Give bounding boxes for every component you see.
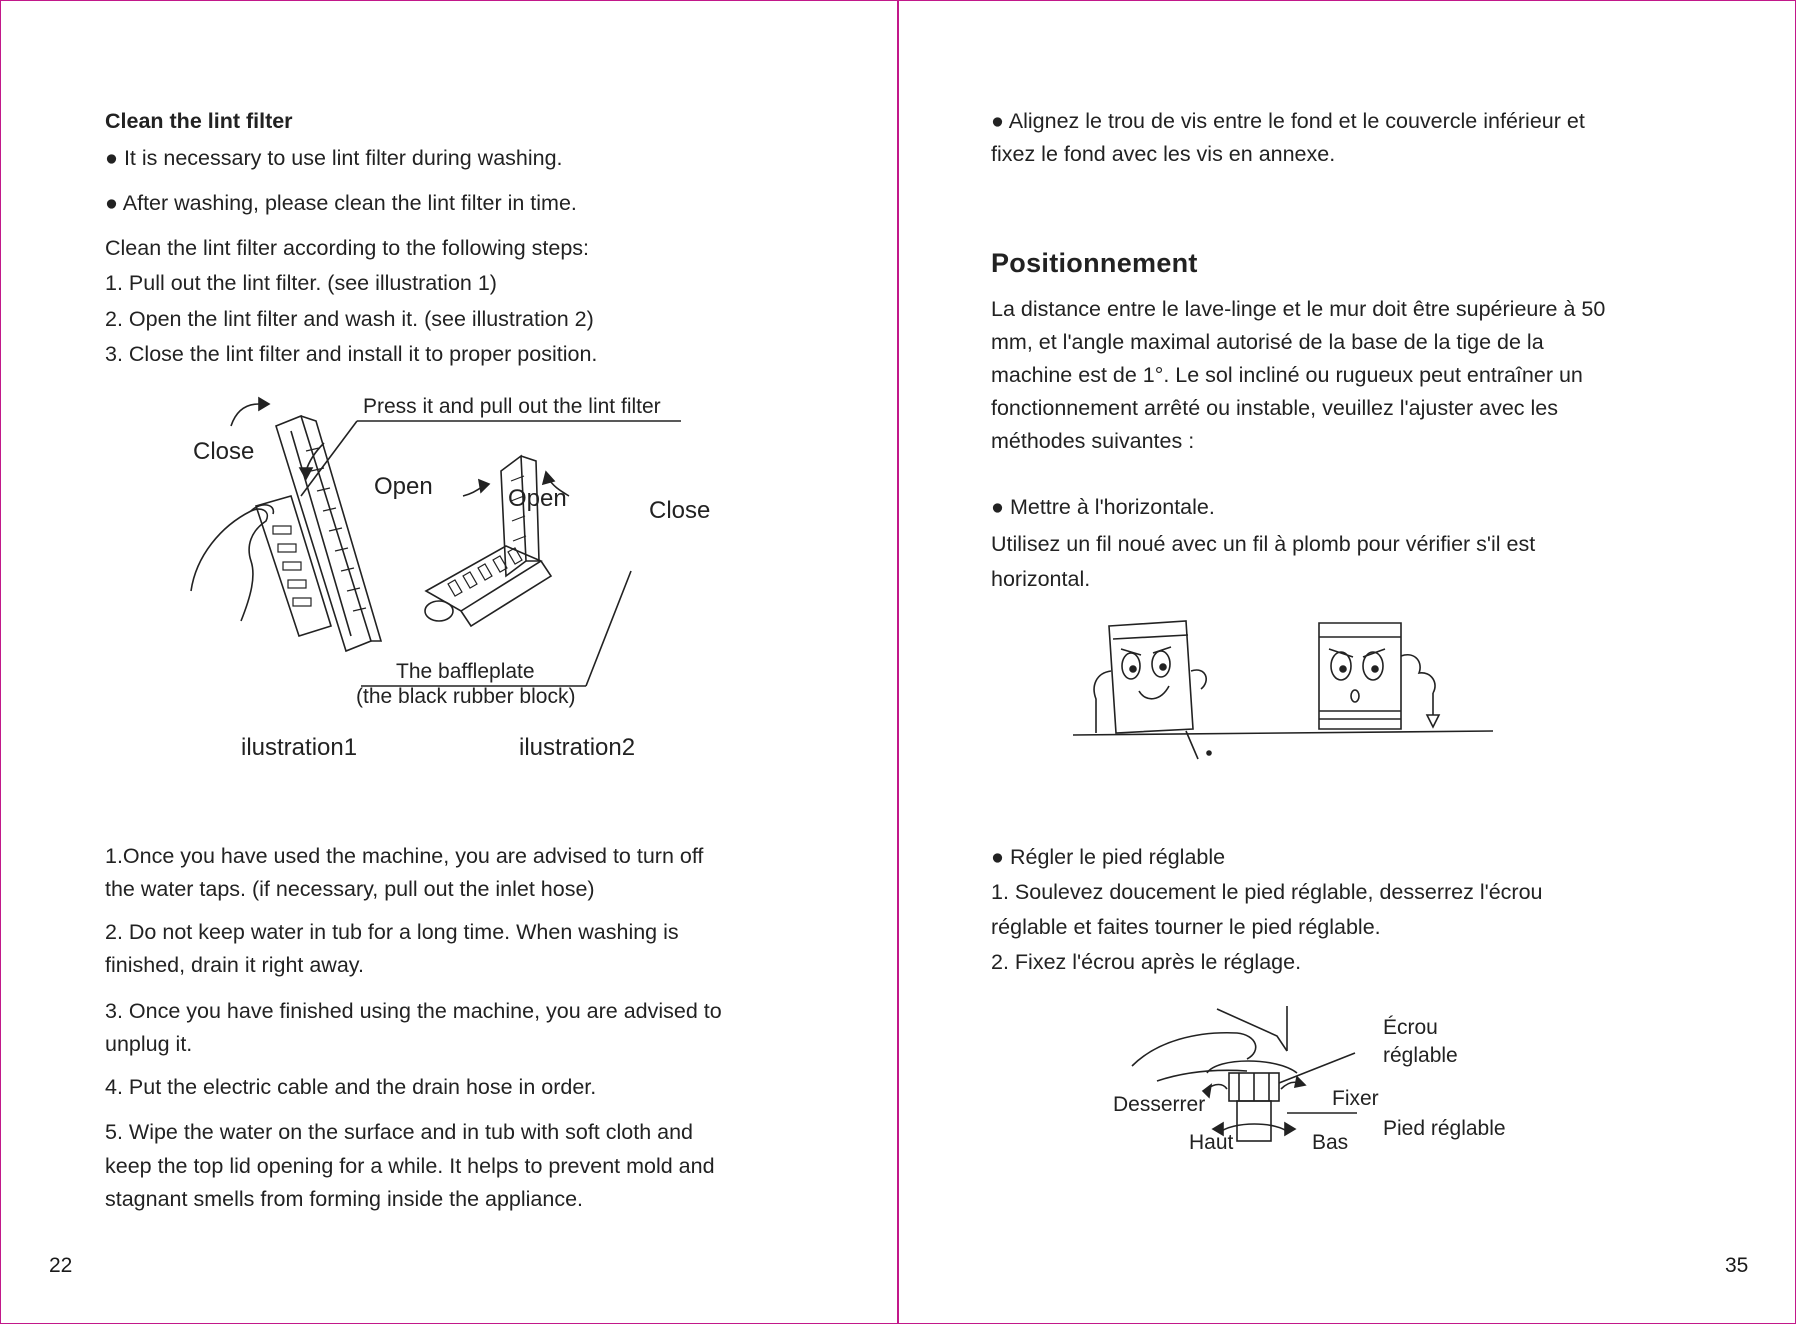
align-screw-line1: ● Alignez le trou de vis entre le fond et le couvercle inférieur et xyxy=(991,109,1585,133)
lint-filter-heading: Clean the lint filter xyxy=(105,109,293,133)
illustration-2-caption: ilustration2 xyxy=(519,734,636,761)
level-bullet: ● Mettre à l'horizontale. xyxy=(991,495,1215,519)
advice-5-line3: stagnant smells from forming inside the appliance. xyxy=(105,1187,584,1211)
advice-2-line1: 2. Do not keep water in tub for a long time. When washing is xyxy=(105,920,679,944)
step-3: 3. Close the lint filter and install it to proper position. xyxy=(105,342,598,366)
advice-5-line2: keep the top lid opening for a while. It helps to prevent mold and xyxy=(105,1154,715,1178)
black-rubber-block-label: (the black rubber block) xyxy=(356,685,576,708)
bas-label: Bas xyxy=(1312,1131,1349,1154)
bullet-use-lint-filter: ● It is necessary to use lint filter during washing. xyxy=(105,146,563,170)
advice-3-line2: unplug it. xyxy=(105,1032,193,1056)
close-label-1: Close xyxy=(193,438,255,465)
advice-1-line2: the water taps. (if necessary, pull out the inlet hose) xyxy=(105,877,595,901)
page-number-left: 22 xyxy=(49,1254,73,1277)
advice-3-line1: 3. Once you have finished using the machine, you are advised to xyxy=(105,999,722,1023)
position-line2: mm, et l'angle maximal autorisé de la base de la tige de la xyxy=(991,330,1544,354)
right-page xyxy=(898,0,1796,1324)
close-label-2: Close xyxy=(649,497,711,524)
advice-5-line1: 5. Wipe the water on the surface and in tub with soft cloth and xyxy=(105,1120,694,1144)
open-label-1: Open xyxy=(374,473,433,500)
advice-4: 4. Put the electric cable and the drain hose in order. xyxy=(105,1075,597,1099)
ecrou-label-line1: Écrou xyxy=(1383,1016,1438,1039)
press-pull-label: Press it and pull out the lint filter xyxy=(363,395,661,418)
steps-intro: Clean the lint filter according to the following steps: xyxy=(105,236,590,260)
level-line1: Utilisez un fil noué avec un fil à plomb pour vérifier s'il est xyxy=(991,532,1536,556)
advice-1-line1: 1.Once you have used the machine, you are advised to turn off xyxy=(105,844,704,868)
haut-label: Haut xyxy=(1189,1131,1234,1154)
lint-filter-illustration xyxy=(181,386,741,696)
level-line2: horizontal. xyxy=(991,567,1091,591)
open-label-2: Open xyxy=(508,485,567,512)
step-2: 2. Open the lint filter and wash it. (see illustration 2) xyxy=(105,307,594,331)
foot-bullet: ● Régler le pied réglable xyxy=(991,845,1226,869)
position-line4: fonctionnement arrêté ou instable, veuillez l'ajuster avec les xyxy=(991,396,1558,420)
leveling-illustration xyxy=(1071,611,1501,781)
foot-step1-line2: réglable et faites tourner le pied réglable. xyxy=(991,915,1381,939)
page-number-right: 35 xyxy=(1725,1254,1749,1277)
positionnement-heading: Positionnement xyxy=(991,248,1198,278)
foot-step1-line1: 1. Soulevez doucement le pied réglable, desserrez l'écrou xyxy=(991,880,1543,904)
illustration-1-caption: ilustration1 xyxy=(241,734,358,761)
position-line5: méthodes suivantes : xyxy=(991,429,1195,453)
align-screw-line2: fixez le fond avec les vis en annexe. xyxy=(991,142,1336,166)
position-line1: La distance entre le lave-linge et le mur doit être supérieure à 50 xyxy=(991,297,1606,321)
advice-2-line2: finished, drain it right away. xyxy=(105,953,364,977)
desserrer-label: Desserrer xyxy=(1113,1093,1206,1116)
baffleplate-label: The baffleplate xyxy=(396,660,535,683)
step-1: 1. Pull out the lint filter. (see illustration 1) xyxy=(105,271,497,295)
position-line3: machine est de 1°. Le sol incliné ou rugueux peut entraîner un xyxy=(991,363,1583,387)
pied-reglable-label: Pied réglable xyxy=(1383,1117,1506,1140)
bullet-clean-lint-filter: ● After washing, please clean the lint filter in time. xyxy=(105,191,577,215)
foot-step2: 2. Fixez l'écrou après le réglage. xyxy=(991,950,1302,974)
fixer-label: Fixer xyxy=(1332,1087,1379,1110)
ecrou-label-line2: réglable xyxy=(1383,1044,1458,1067)
